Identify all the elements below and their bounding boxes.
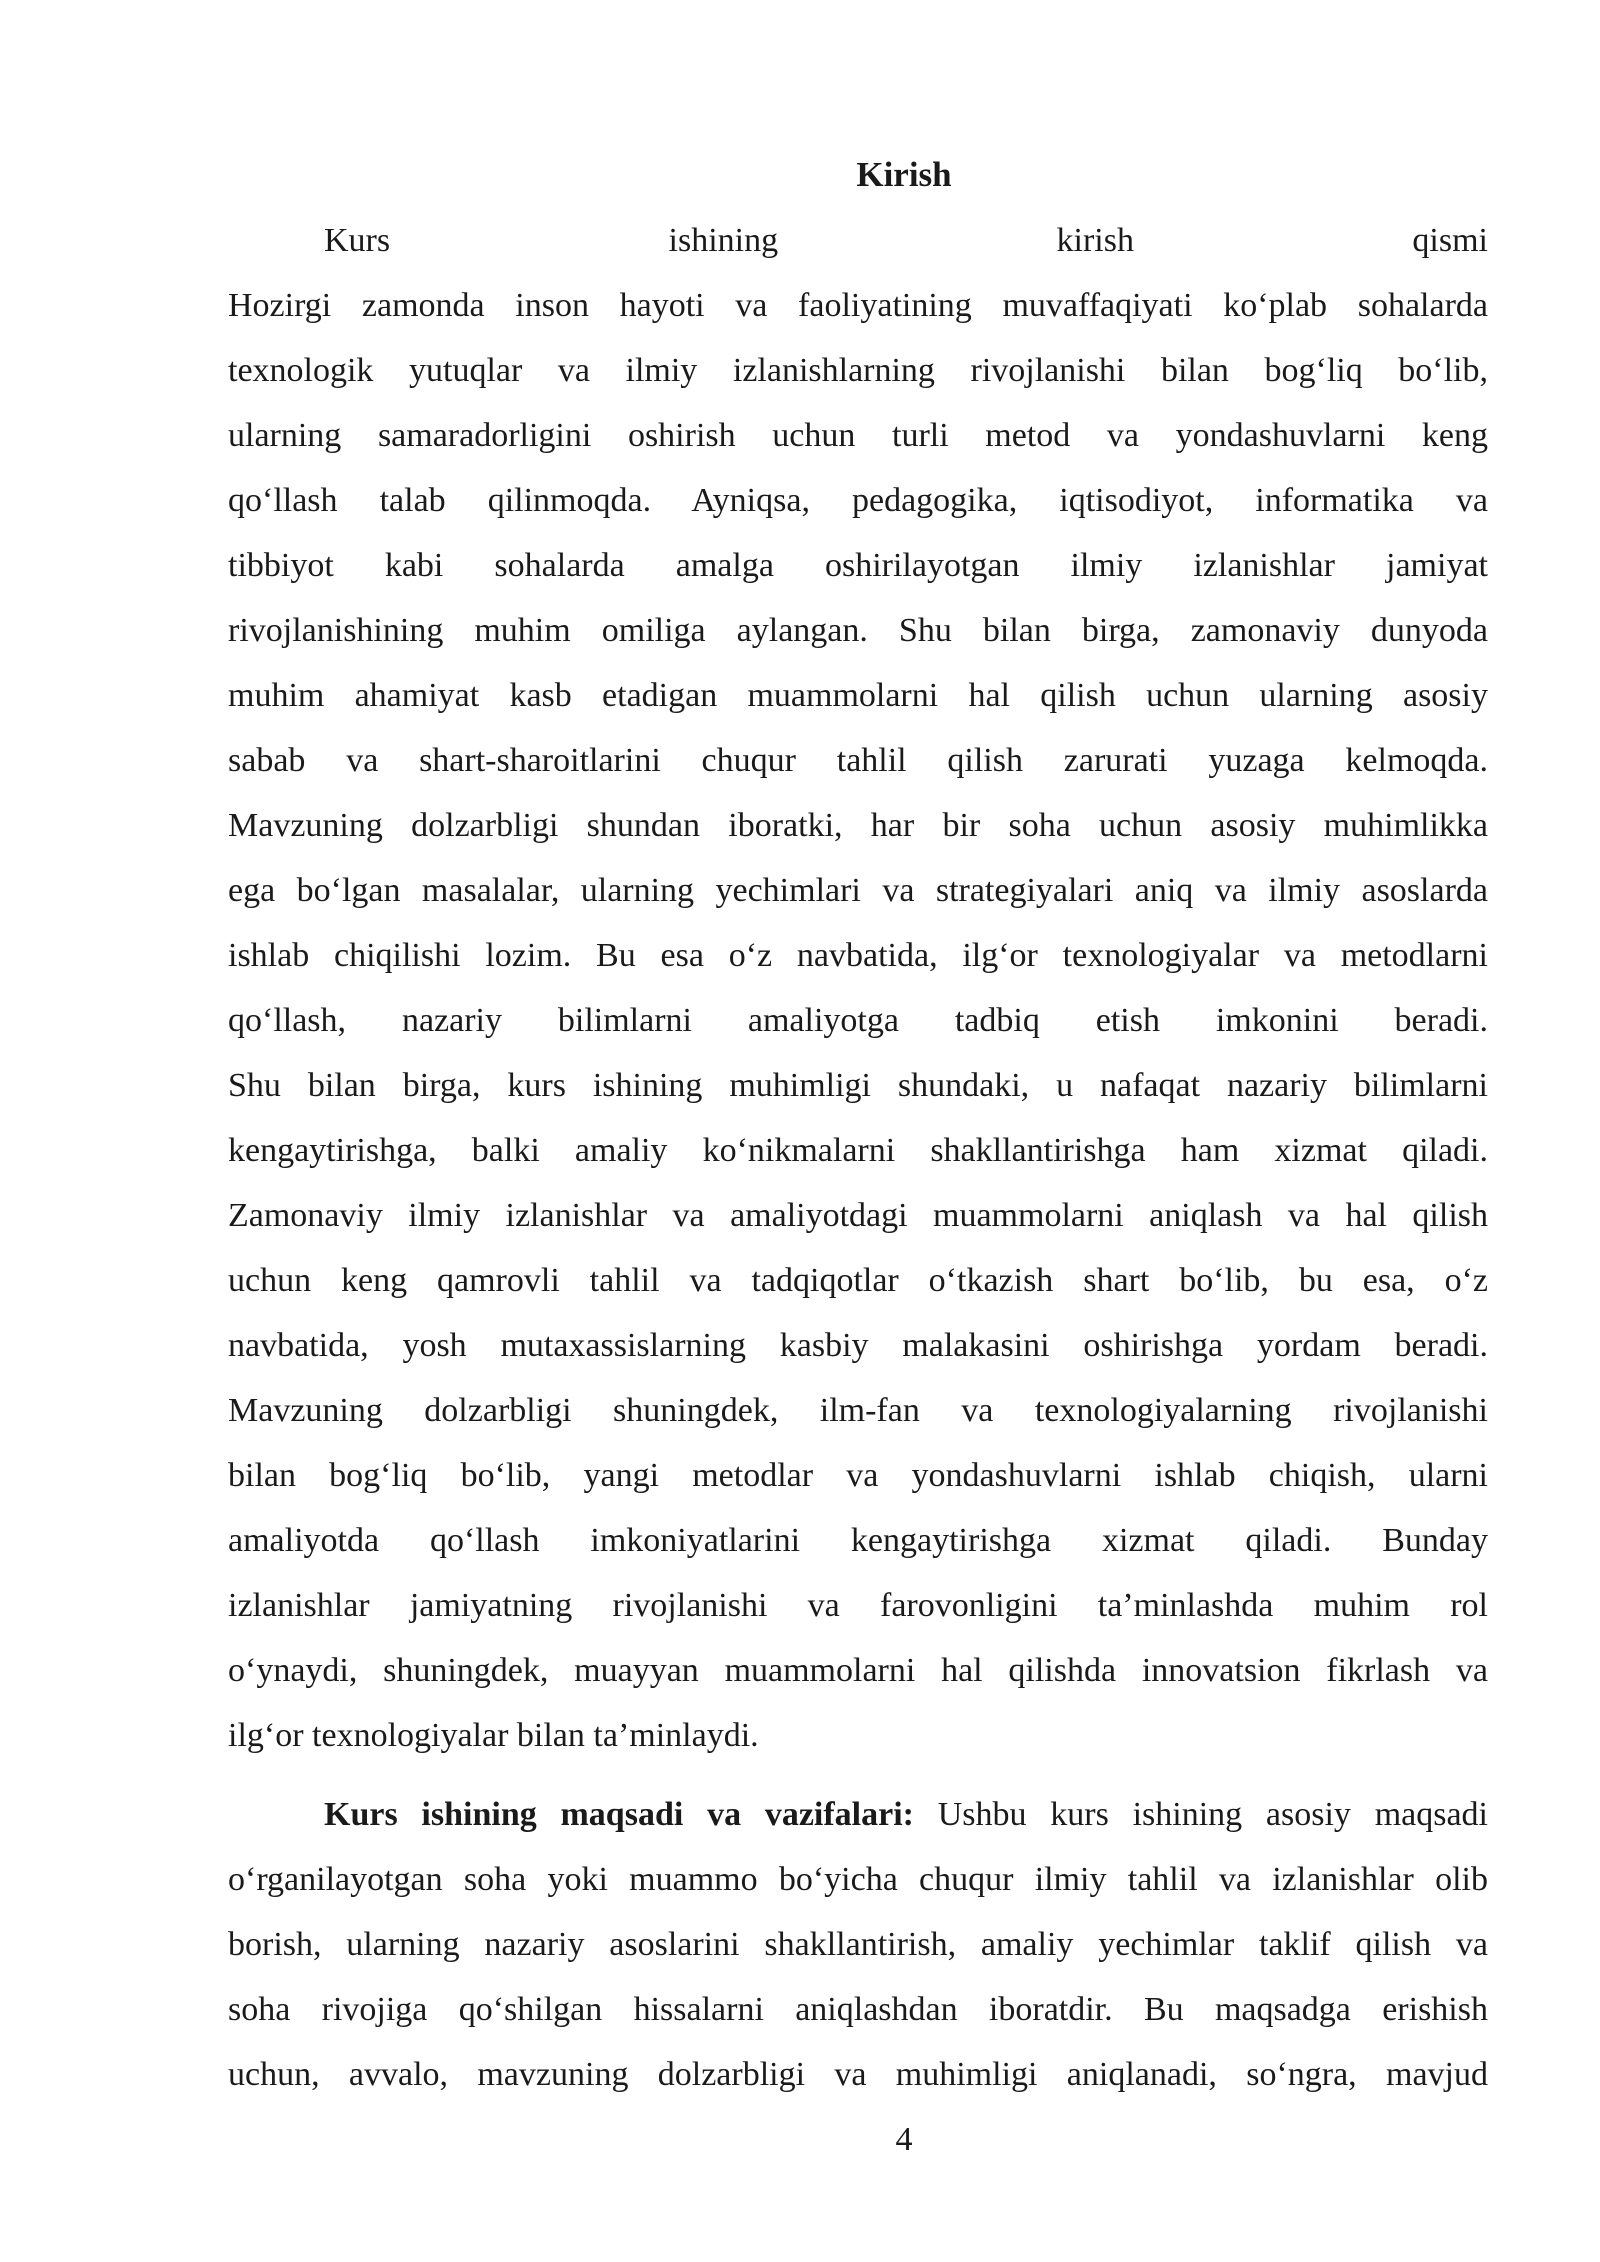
intro-paragraph bbox=[228, 208, 1488, 1768]
paragraph-line: tibbiyot kabi sohalarda amalga oshirilayotgan ilmiy izlanishlar jamiyat bbox=[228, 547, 1488, 584]
paragraph-line: ishlab chiqilishi lozim. Bu esa o‘z navbatida, ilg‘or texnologiyalar va metodlarni bbox=[228, 937, 1488, 974]
paragraph-line: muhim ahamiyat kasb etadigan muammolarni hal qilish uchun ularning asosiy bbox=[228, 677, 1488, 714]
paragraph-line: kengaytirishga, balki amaliy ko‘nikmalarni shakllantirishga ham xizmat qiladi. bbox=[228, 1132, 1488, 1169]
paragraph-line: Kurs ishining kirish qismi bbox=[324, 222, 1488, 259]
page-number: 4 bbox=[895, 2121, 913, 2158]
paragraph-line: izlanishlar jamiyatning rivojlanishi va farovonligini ta’minlashda muhim rol bbox=[228, 1587, 1488, 1624]
paragraph-line: bilan bog‘liq bo‘lib, yangi metodlar va yondashuvlarni ishlab chiqish, ularni bbox=[228, 1457, 1488, 1494]
paragraph-line: o‘rganilayotgan soha yoki muammo bo‘yicha chuqur ilmiy tahlil va izlanishlar olib bbox=[228, 1861, 1488, 1898]
paragraph-line: borish, ularning nazariy asoslarini shakllantirish, amaliy yechimlar taklif qilish va bbox=[228, 1926, 1488, 1963]
paragraph-line: navbatida, yosh mutaxassislarning kasbiy malakasini oshirishga yordam beradi. bbox=[228, 1327, 1488, 1364]
paragraph-line: Mavzuning dolzarbligi shuningdek, ilm-fan va texnologiyalarning rivojlanishi bbox=[228, 1392, 1488, 1429]
paragraph-line: ega bo‘lgan masalalar, ularning yechimlari va strategiyalari aniq va ilmiy asoslarda bbox=[228, 872, 1488, 909]
paragraph-line bbox=[228, 1782, 1488, 1847]
paragraph-line: qo‘llash, nazariy bilimlarni amaliyotga tadbiq etish imkonini beradi. bbox=[228, 1002, 1488, 1039]
goals-paragraph bbox=[228, 1782, 1488, 2107]
paragraph-line: Shu bilan birga, kurs ishining muhimligi shundaki, u nafaqat nazariy bilimlarni bbox=[228, 1067, 1488, 1104]
paragraph-line: amaliyotda qo‘llash imkoniyatlarini kengaytirishga xizmat qiladi. Bunday bbox=[228, 1522, 1488, 1559]
paragraph-line: Zamonaviy ilmiy izlanishlar va amaliyotdagi muammolarni aniqlash va hal qilish bbox=[228, 1197, 1488, 1234]
goals-intro-text: Ushbu kurs ishining asosiy maqsadi bbox=[914, 1796, 1488, 1833]
paragraph-line: Hozirgi zamonda inson hayoti va faoliyatining muvaffaqiyati ko‘plab sohalarda bbox=[228, 287, 1488, 324]
document-body bbox=[228, 208, 1488, 2107]
goals-heading: Kurs ishining maqsadi va vazifalari: bbox=[324, 1796, 914, 1833]
paragraph-line: sabab va shart-sharoitlarini chuqur tahlil qilish zarurati yuzaga kelmoqda. bbox=[228, 742, 1488, 779]
section-title bbox=[0, 148, 1600, 202]
paragraph-line: soha rivojiga qo‘shilgan hissalarni aniqlashdan iboratdir. Bu maqsadga erishish bbox=[228, 1991, 1488, 2028]
paragraph-line: uchun, avvalo, mavzuning dolzarbligi va muhimligi aniqlanadi, so‘ngra, mavjud bbox=[228, 2056, 1488, 2093]
paragraph-line: o‘ynaydi, shuningdek, muayyan muammolarni hal qilishda innovatsion fikrlash va bbox=[228, 1652, 1488, 1689]
paragraph-line: texnologik yutuqlar va ilmiy izlanishlarning rivojlanishi bilan bog‘liq bo‘lib, bbox=[228, 352, 1488, 389]
paragraph-line: rivojlanishining muhim omiliga aylangan. Shu bilan birga, zamonaviy dunyoda bbox=[228, 612, 1488, 649]
paragraph-line: uchun keng qamrovli tahlil va tadqiqotlar o‘tkazish shart bo‘lib, bu esa, o‘z bbox=[228, 1262, 1488, 1299]
paragraph-line: ularning samaradorligini oshirish uchun turli metod va yondashuvlarni keng bbox=[228, 417, 1488, 454]
paragraph-line: qo‘llash talab qilinmoqda. Ayniqsa, pedagogika, iqtisodiyot, informatika va bbox=[228, 482, 1488, 519]
paragraph-line: Mavzuning dolzarbligi shundan iboratki, har bir soha uchun asosiy muhimlikka bbox=[228, 807, 1488, 844]
section-title-text: Kirish bbox=[856, 155, 952, 194]
paragraph-line: ilg‘or texnologiyalar bilan ta’minlaydi. bbox=[228, 1717, 759, 1754]
